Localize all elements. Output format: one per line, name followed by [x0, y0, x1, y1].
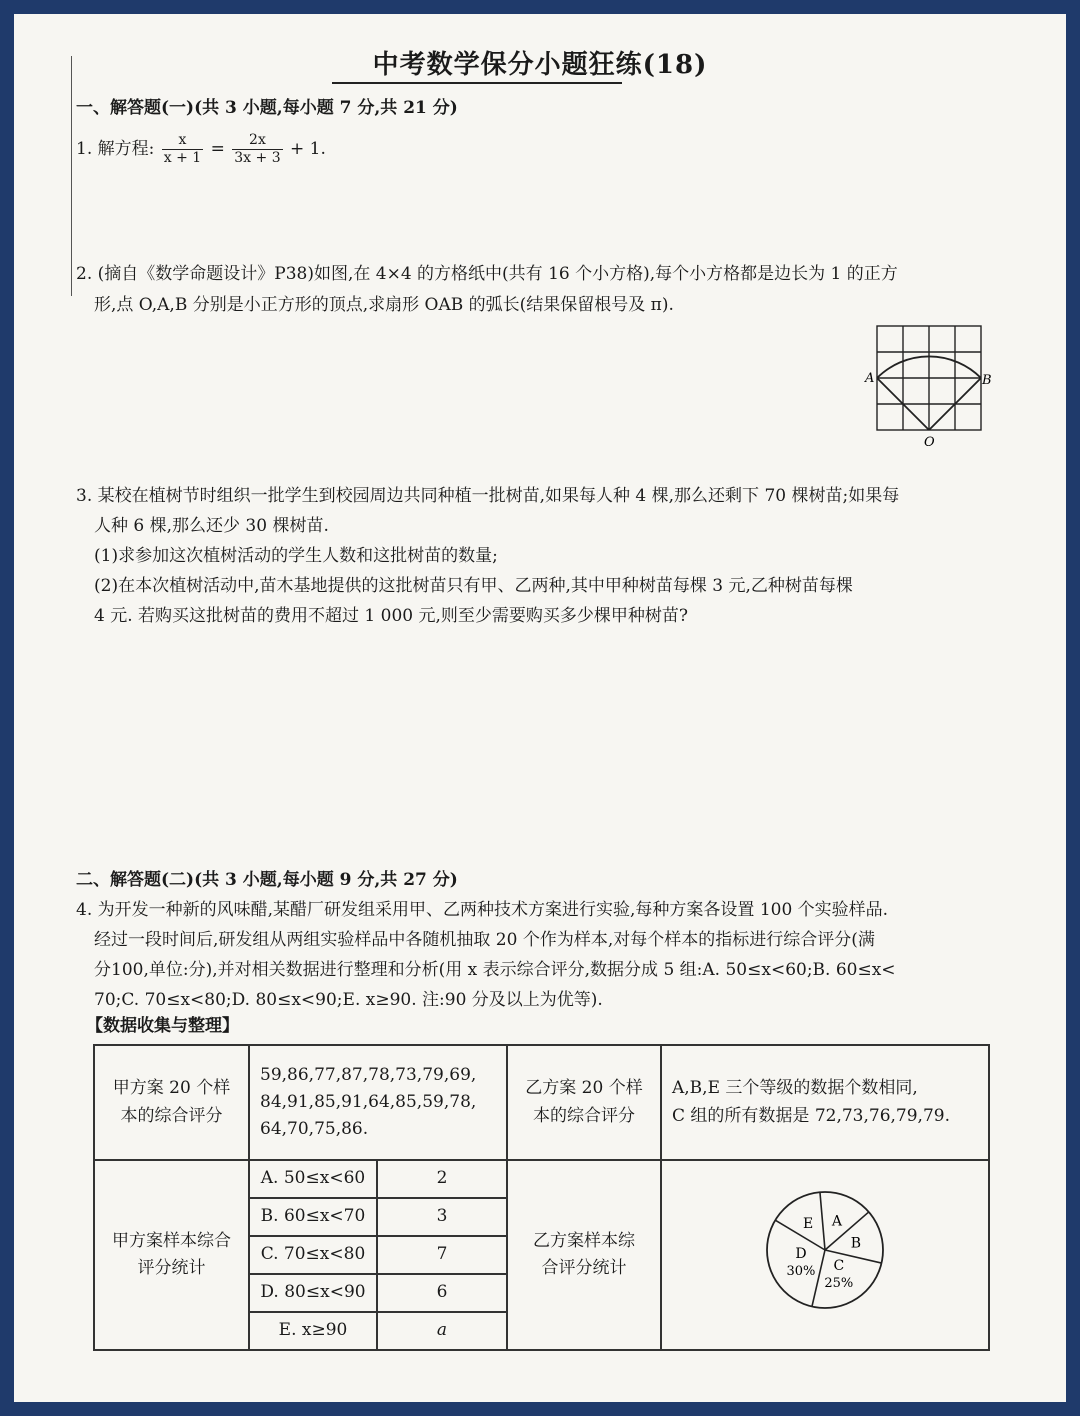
- q3-line-3: (1)求参加这次植树活动的学生人数和这批树苗的数量;: [94, 546, 498, 566]
- q4-line-2: 经过一段时间后,研发组从两组实验样品中各随机抽取 20 个作为样本,对每个样本的指标进行综合评分(满: [94, 930, 875, 950]
- data-table: [93, 1044, 990, 1351]
- section1-heading: 一、解答题(一)(共 3 小题,每小题 7 分,共 21 分): [76, 98, 458, 118]
- pie-percent-c: 25%: [824, 1276, 854, 1292]
- binding-line: [71, 56, 72, 296]
- pie-percent-d: 30%: [786, 1264, 816, 1280]
- pie-label-a: A: [831, 1213, 843, 1230]
- pie-label-e: E: [802, 1216, 814, 1233]
- yi-pie-cell: [661, 1160, 989, 1350]
- group-range: C. 70≤x<80: [249, 1236, 377, 1274]
- q1-equals: =: [210, 138, 225, 159]
- q1-rhs-denominator: 3x + 3: [234, 149, 281, 166]
- sector-grid-figure: [862, 320, 992, 450]
- q4-line-4: 70;C. 70≤x<80;D. 80≤x<90;E. x≥90. 注:90 分及以上为优等).: [94, 990, 603, 1010]
- q1-lhs-numerator: x: [162, 132, 203, 150]
- group-count: 7: [377, 1236, 507, 1274]
- point-o-label: O: [924, 435, 935, 450]
- worksheet-page: [14, 14, 1066, 1402]
- q4-line-1: 4. 为开发一种新的风味醋,某醋厂研发组采用甲、乙两种技术方案进行实验,每种方案各设置 100 个实验样品.: [76, 900, 889, 920]
- group-count: a: [377, 1312, 507, 1350]
- pie-label-b: B: [850, 1235, 862, 1252]
- q3-line-5: 4 元. 若购买这批树苗的费用不超过 1 000 元,则至少需要购买多少棵甲种树苗?: [94, 606, 689, 626]
- group-range: D. 80≤x<90: [249, 1274, 377, 1312]
- point-a-label: A: [865, 371, 875, 386]
- q1-prefix: 1. 解方程:: [76, 138, 155, 159]
- group-range: A. 50≤x<60: [249, 1160, 377, 1198]
- q3-line-1: 3. 某校在植树节时组织一批学生到校园周边共同种植一批树苗,如果每人种 4 棵,那么还剩下 70 棵树苗;如果每: [76, 486, 900, 506]
- yi-scores-label: 乙方案 20 个样 本的综合评分: [507, 1045, 661, 1160]
- q1-lhs-fraction: [162, 132, 203, 167]
- group-range: E. x≥90: [249, 1312, 377, 1350]
- q1-tail: + 1.: [290, 138, 326, 159]
- q2-line-2: 形,点 O,A,B 分别是小正方形的顶点,求扇形 OAB 的弧长(结果保留根号及 π).: [94, 295, 674, 315]
- group-count: 3: [377, 1198, 507, 1236]
- yi-scores-description: A,B,E 三个等级的数据个数相同, C 组的所有数据是 72,73,76,79,79.: [661, 1045, 989, 1160]
- group-count: 6: [377, 1274, 507, 1312]
- pie-label-d: D: [795, 1246, 807, 1263]
- pie-label-c: C: [833, 1258, 845, 1275]
- group-range: B. 60≤x<70: [249, 1198, 377, 1236]
- table-row: [94, 1045, 989, 1160]
- q1-rhs-numerator: 2x: [232, 132, 282, 150]
- table-row: [94, 1160, 989, 1198]
- pie-divider-a: [820, 1193, 825, 1251]
- yi-pie-chart: [760, 1185, 890, 1315]
- yi-stats-label: 乙方案样本综 合评分统计: [507, 1160, 661, 1350]
- q4-subheading: 【数据收集与整理】: [86, 1016, 239, 1036]
- section2-heading: 二、解答题(二)(共 3 小题,每小题 9 分,共 27 分): [76, 870, 458, 890]
- q1-lhs-denominator: x + 1: [163, 149, 202, 166]
- jia-scores-label: 甲方案 20 个样 本的综合评分: [94, 1045, 249, 1160]
- point-b-label: B: [982, 373, 992, 388]
- q1-rhs-fraction: [232, 132, 282, 167]
- q4-line-3: 分100,单位:分),并对相关数据进行整理和分析(用 x 表示综合评分,数据分成 5 组:A. 50≤x<60;B. 60≤x<: [94, 960, 896, 980]
- page-title: 中考数学保分小题狂练(18): [372, 50, 708, 80]
- q2-line-1: 2. (摘自《数学命题设计》P38)如图,在 4×4 的方格纸中(共有 16 个小方格),每个小方格都是边长为 1 的正方: [76, 264, 898, 284]
- question-1: [76, 132, 326, 167]
- jia-stats-label: 甲方案样本综合 评分统计: [94, 1160, 249, 1350]
- jia-scores-values: 59,86,77,87,78,73,79,69, 84,91,85,91,64,85,59,78, 64,70,75,86.: [249, 1045, 507, 1160]
- q3-line-4: (2)在本次植树活动中,苗木基地提供的这批树苗只有甲、乙两种,其中甲种树苗每棵 3 元,乙种树苗每棵: [94, 576, 853, 596]
- title-underline: [332, 82, 622, 84]
- group-count: 2: [377, 1160, 507, 1198]
- q3-line-2: 人种 6 棵,那么还少 30 棵树苗.: [94, 516, 329, 536]
